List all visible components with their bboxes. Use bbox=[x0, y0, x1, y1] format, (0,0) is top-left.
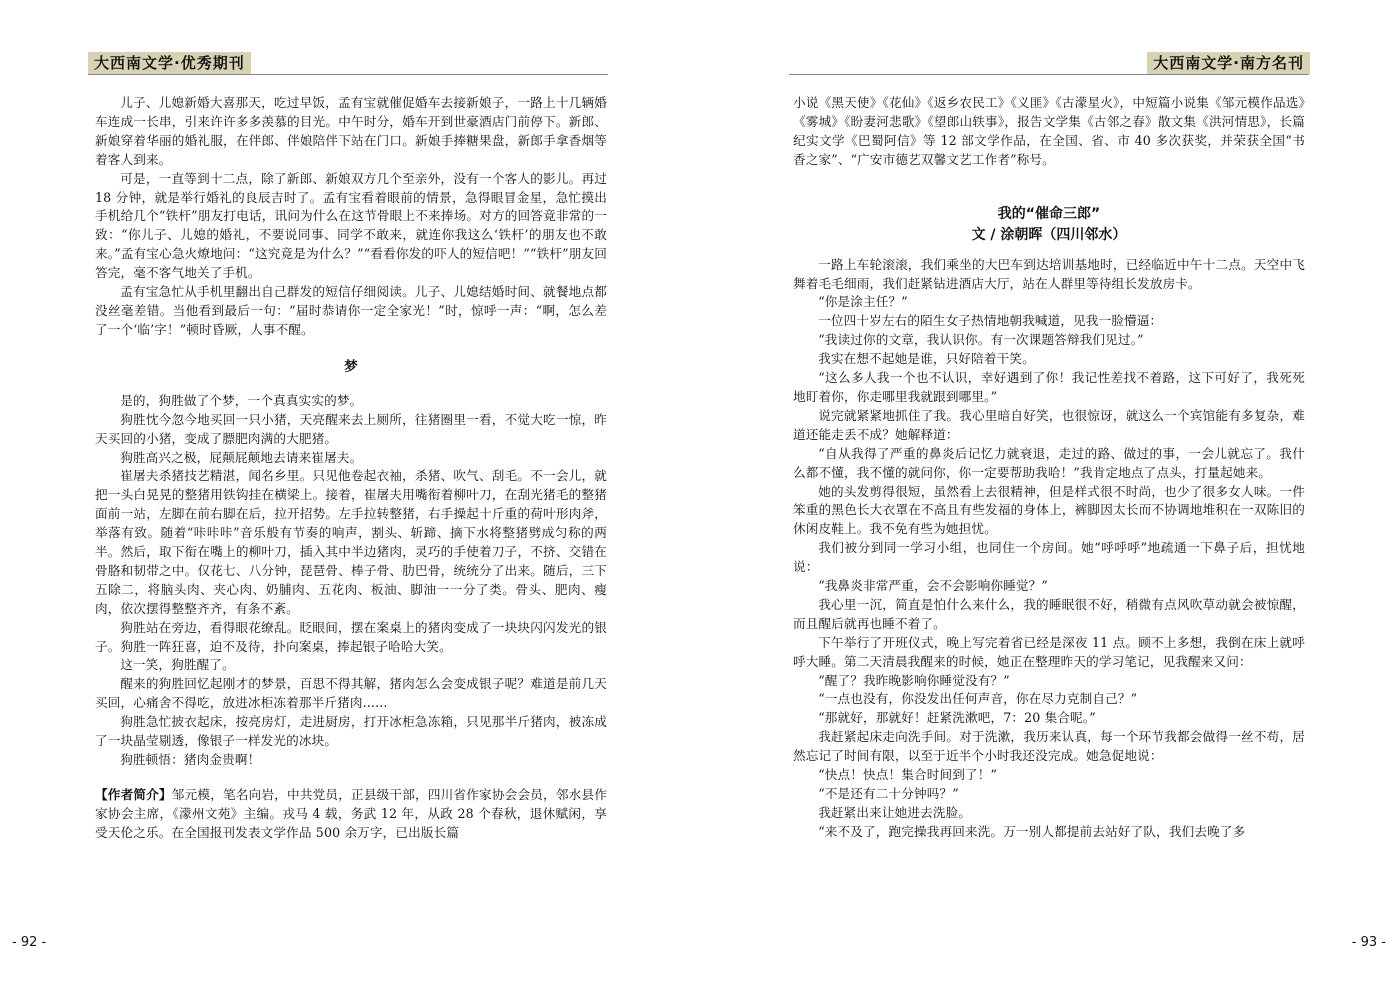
paragraph: “不是还有二十分钟吗？” bbox=[818, 786, 959, 801]
paragraph: “那就好，那就好！赶紧洗漱吧，7：20 集合呢。” bbox=[818, 710, 1096, 726]
right-header: 大西南文学·南方名刊 bbox=[1147, 52, 1310, 74]
paragraph: 狗胜站在旁边，看得眼花缭乱。眨眼间，摆在案桌上的猪肉变成了一块块闪闪发光的银子。狗胜一阵狂喜，迫不及待，扑向案桌，捧起银子哈哈大笑。 bbox=[95, 619, 607, 654]
paragraph: “快点！快点！集合时间到了！” bbox=[818, 767, 998, 783]
paragraph: “来不及了，跑完操我再回来洗。万一别人都提前去站好了队，我们去晚了多 bbox=[818, 823, 1246, 839]
page-number: - 93 - bbox=[1351, 935, 1386, 950]
paragraph: 我赶紧出来让她进去洗脸。 bbox=[818, 804, 972, 820]
paragraph: 狗胜高兴之极，屁颠屁颠地去请来崔屠夫。 bbox=[120, 449, 363, 465]
left-column bbox=[95, 94, 607, 843]
paragraph: 说完就紧紧地抓住了我。我心里暗自好笑，也很惊讶，就这么一个宾馆能有多复杂，难道还能走丢不成？她解释道： bbox=[793, 407, 1305, 442]
paragraph: 儿子、儿媳新婚大喜那天，吃过早饭，孟有宝就催促婚车去接新娘子，一路上十几辆婚车连成一长串，引来许许多多羡慕的目光。中午时分，婚车开到世豪酒店门前停下。新郎、新娘穿着华丽的婚礼服，在伴郎、伴娘陪伴下站在门口。新娘手捧糖果盘，新郎手拿香烟等着客人到来。 bbox=[95, 95, 607, 167]
paragraph: 狗胜忱今忽今地买回一只小猪，天亮醒来去上厕所，往猪圈里一看，不觉大吃一惊，昨天买回的小猪，变成了膘肥肉满的大肥猪。 bbox=[95, 411, 607, 446]
paragraph: 一路上车轮滚滚，我们乘坐的大巴车到达培训基地时，已经临近中午十二点。天空中飞舞着毛毛细雨，我们赶紧钻进酒店大厅，站在人群里等待组长发放房卡。 bbox=[793, 256, 1305, 291]
header-divider bbox=[88, 74, 608, 75]
paragraph: 是的，狗胜做了个梦，一个真真实实的梦。 bbox=[120, 392, 363, 408]
right-column bbox=[793, 94, 1305, 842]
author-bio-label: 【作者简介】 bbox=[95, 786, 172, 802]
page-number: - 92 - bbox=[12, 935, 47, 950]
paragraph: 孟有宝急忙从手机里翻出自己群发的短信仔细阅读。儿子、儿媳结婚时间、就餐地点都没丝毫差错。当他看到最后一句：“届时恭请你一定全家光！”时，惊呼一声：“啊，怎么差了一个‘临’字！”顿时昏厥，人事不醒。 bbox=[95, 284, 607, 337]
paragraph: 狗胜急忙披衣起床，按亮房灯，走进厨房，打开冰柜急冻箱，只见那半斤猪肉，被冻成了一块晶莹剔透，像银子一样发光的冰块。 bbox=[95, 714, 607, 749]
paragraph: 她的头发剪得很短，虽然看上去很精神，但是样式很不时尚，也少了很多女人味。一件笨重的黑色长大衣罩在不高且有些发福的身体上，裤脚因太长而不协调地堆积在一双陈旧的休闲皮鞋上。我不免有些为她担忧。 bbox=[793, 483, 1305, 537]
section-title-dream: 梦 bbox=[344, 358, 358, 375]
author-bio-text: 邹元模，笔名向岩，中共党员，正县级干部，四川省作家协会会员，邻水县作家协会主席，《濛州文苑》主编。戎马 4 载，务武 12 年，从政 28 个春秋，退休赋闲，享受天伦之乐。在全国报刊发表文学作品 500 余万字，已出版长篇 bbox=[95, 786, 607, 840]
paragraph: 崔屠夫杀猪技艺精湛，闻名乡里。只见他卷起衣袖，杀猪、吹气、刮毛。不一会儿，就把一头白晃晃的整猪用铁钩挂在横梁上。接着，崔屠夫用嘴衔着柳叶刀，在刮光猪毛的整猪面前一站，左脚在前右脚在后，拉开招势。左手拉转整猪，右手操起十斤重的荷叶形肉斧，举落有致。随着“咔咔咔”音乐般有节奏的响声，割头、斩蹄、摘下水将整猪劈成匀称的两半。然后，取下衔在嘴上的柳叶刀，插入其中半边猪肉，灵巧的手使着刀子，不挤、交错在骨胳和韧带之中。仅花七、八分钟，琵琶骨、棒子骨、肋巴骨，统统分了出来。随后，三下五除二，将脑头肉、夹心肉、奶脯肉、五花肉、板油、脚油一一分了类。骨头、肥肉、瘦肉，依次摆得整整齐齐，有条不紊。 bbox=[95, 468, 607, 616]
paragraph: “你是涂主任？” bbox=[818, 294, 908, 310]
paragraph: 狗胜顿悟：猪肉金贵啊！ bbox=[120, 752, 261, 767]
paragraph: “一点也没有，你没发出任何声音，你在尽力克制自己？” bbox=[818, 691, 1138, 707]
paragraph: “自从我得了严重的鼻炎后记忆力就衰退，走过的路、做过的事，一会儿就忘了。我什么都不懂，我不懂的就问你，你一定要帮助我哈！”我肯定地点了点头，打量起她来。 bbox=[793, 445, 1305, 480]
article-title: 我的“催命三郎” bbox=[997, 205, 1101, 222]
paragraph: 这一笑，狗胜醒了。 bbox=[120, 657, 235, 673]
author-bio bbox=[95, 786, 607, 843]
article-paragraphs bbox=[793, 256, 1305, 842]
paragraph: 可是，一直等到十二点，除了新郎、新娘双方几个至亲外，没有一个客人的影儿。再过 18 分钟，就是举行婚礼的良辰吉时了。孟有宝看着眼前的情景，急得眼冒金星，急忙摸出手机给几个“铁杆”朋友打电话，讯问为什么在这节骨眼上不来捧场。对方的回答竟非常的一致：“你儿子、儿媳的婚礼，不要说同事、同学不敢来，就连你我这么‘铁杆’的朋友也不敢来。”孟有宝心急火燎地问：“这究竟是为什么？”“看看你发的吓人的短信吧！”“铁杆”朋友回答完，毫不客气地关了手机。 bbox=[95, 170, 607, 281]
paragraph: 醒来的狗胜回忆起刚才的梦景，百思不得其解，猪肉怎么会变成银子呢？难道是前几天买回，心痛舍不得吃，放进冰柜冻着那半斤猪肉...... bbox=[95, 676, 607, 711]
paragraph: “我读过你的文章，我认识你。有一次课题答辩我们见过。” bbox=[818, 332, 1144, 348]
story-paragraphs bbox=[95, 94, 607, 340]
paragraph: 一位四十岁左右的陌生女子热情地朝我喊道，见我一脸懵逼： bbox=[818, 313, 1163, 329]
paragraph: 我们被分到同一学习小组，也同住一个房间。她“呼呼呼”地疏通一下鼻子后，担忧地说： bbox=[793, 540, 1305, 575]
paragraph: 我心里一沉，简直是怕什么来什么，我的睡眠很不好，稍微有点风吹草动就会被惊醒，而且醒后就再也睡不着了。 bbox=[793, 596, 1305, 631]
paragraph: “我鼻炎非常严重，会不会影响你睡觉？” bbox=[818, 578, 1049, 594]
paragraph: 我实在想不起她是谁，只好陪着干笑。 bbox=[818, 351, 1035, 367]
author-bio-continued: 小说《黑天使》《花仙》《返乡农民工》《义匪》《古濛星火》，中短篇小说集《邹元模作品选》《雾城》《盼妻河悲歌》《望郎山轶事》，报告文学集《古邻之春》散文集《洪河情思》，长篇纪实文学《巴蜀阿信》等 12 部文学作品，在全国、省、市 40 多次获奖，并荣获全国“书香之家”、“广安市德艺双馨文艺工作者”称号。 bbox=[793, 95, 1305, 167]
header-divider bbox=[789, 74, 1309, 75]
article-author: 文 / 涂朝晖（四川邻水） bbox=[971, 226, 1127, 243]
paragraph: “这么多人我一个也不认识，幸好遇到了你！我记性差找不着路，这下可好了，我死死地盯着你，你走哪里我就跟到哪里。” bbox=[793, 370, 1305, 404]
dream-paragraphs bbox=[95, 392, 607, 770]
paragraph: 下午举行了开班仪式，晚上写完着省已经是深夜 11 点。顾不上多想，我倒在床上就呼呼大睡。第二天清晨我醒来的时候，她正在整理昨天的学习笔记，见我醒来又问： bbox=[793, 634, 1305, 669]
left-header: 大西南文学·优秀期刊 bbox=[88, 52, 251, 74]
paragraph: “醒了？我昨晚影响你睡觉没有？” bbox=[818, 672, 1010, 688]
paragraph: 我赶紧起床走向洗手间。对于洗漱，我历来认真，每一个环节我都会做得一丝不苟，居然忘记了时间有限，以至于近半个小时我还没完成。她急促地说： bbox=[793, 729, 1305, 764]
right-page bbox=[699, 0, 1398, 982]
